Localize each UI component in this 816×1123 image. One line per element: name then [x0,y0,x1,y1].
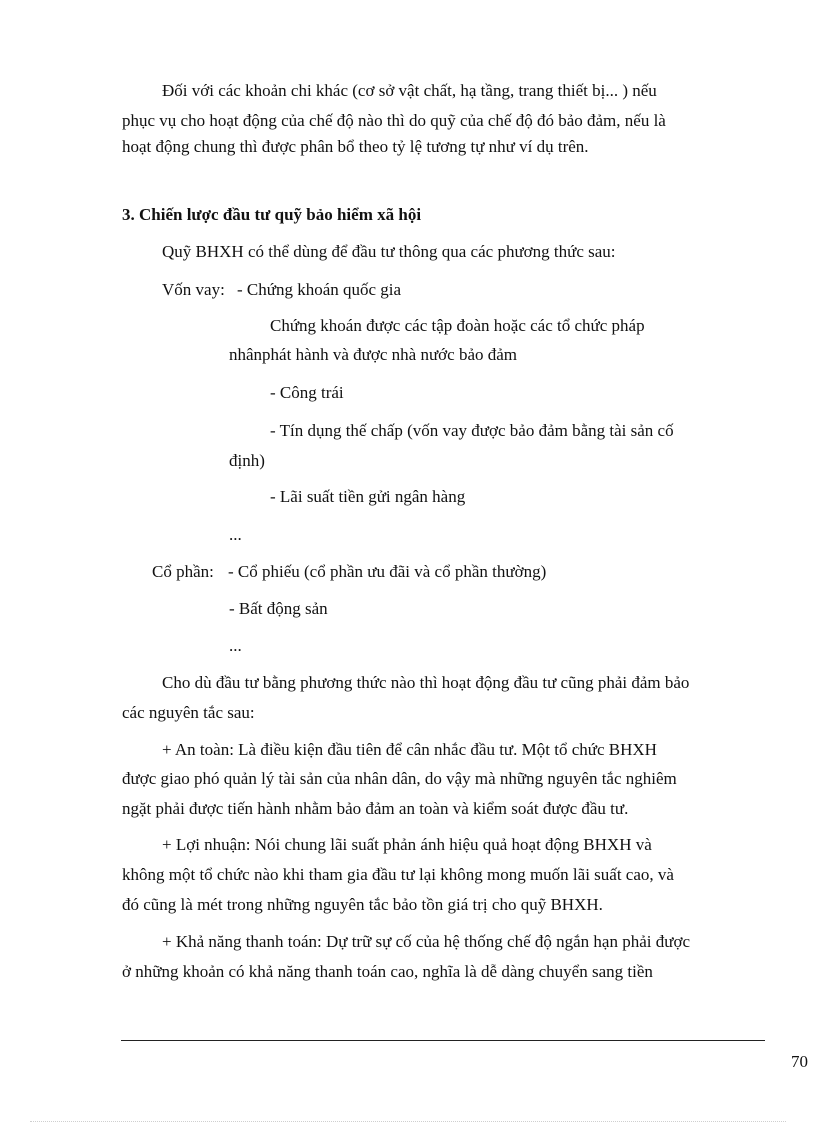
paragraph-line [122,137,589,157]
principles-line-2: các nguyên tắc sau: [122,703,255,722]
safety-line-3: ngặt phải được tiến hành nhằm bảo đảm an toàn và kiểm soát được đầu tư. [122,799,629,818]
text-p1-line2: phục vụ cho hoạt động của chế độ nào thì do quỹ của chế độ đó bảo đảm, nếu là [122,111,666,130]
footer-rule [121,1040,765,1041]
liquidity-line-1: + Khả năng thanh toán: Dự trữ sự cố của hệ thống chế độ ngắn hạn phải được [162,932,690,951]
paragraph-line [162,81,759,101]
principles-line-1: Cho dù đầu tư bằng phương thức nào thì hoạt động đầu tư cũng phải đảm bảo [162,673,690,692]
page-bottom-edge [30,1121,786,1122]
loan-item-2: - Công trái [270,383,344,402]
profit-line-2: không một tổ chức nào khi tham gia đầu tư lại không mong muốn lãi suất cao, và [122,865,674,884]
safety-line-2: được giao phó quản lý tài sản của nhân dân, do vậy mà những nguyên tắc nghiêm [122,769,677,788]
intro-line: Quỹ BHXH có thể dùng để đầu tư thông qua các phương thức sau: [162,242,616,261]
text-p1-line3: hoạt động chung thì được phân bổ theo tỷ lệ tương tự như ví dụ trên. [122,137,589,156]
equity-label: Cổ phần: [152,562,214,581]
text-loan-desc-1: Chứng khoán được các tập đoàn hoặc các tổ chức pháp [270,316,645,335]
loan-item-3-line-1: - Tín dụng thế chấp (vốn vay được bảo đảm bằng tài sản cố [270,421,674,440]
equity-item-1: - Cổ phiếu (cổ phần ưu đãi và cổ phần thường) [228,562,547,581]
loan-desc-line-2: nhânphát hành và được nhà nước bảo đảm [229,345,518,364]
text-p1-line1: Đối với các khoản chi khác (cơ sở vật chất, hạ tầng, trang thiết bị... ) nếu [162,81,657,100]
loan-item-3-line-2: định) [229,451,265,470]
loan-item-4: - Lãi suất tiền gửi ngân hàng [270,487,466,506]
paragraph-line [122,111,759,131]
page-number: 70 [791,1052,808,1071]
equity-item-2: - Bất động sản [229,599,328,618]
profit-line-3: đó cũng là mét trong những nguyên tắc bảo tồn giá trị cho quỹ BHXH. [122,895,603,914]
loan-item-1: - Chứng khoán quốc gia [237,280,402,299]
liquidity-line-2: ở những khoản có khả năng thanh toán cao, nghĩa là dễ dàng chuyển sang tiền [122,962,653,981]
ellipsis-2: ... [229,636,242,655]
profit-line-1: + Lợi nhuận: Nói chung lãi suất phản ánh hiệu quả hoạt động BHXH và [162,835,652,854]
safety-line-1: + An toàn: Là điều kiện đầu tiên để cân nhắc đầu tư. Một tổ chức BHXH [162,740,657,759]
loan-label: Vốn vay: [162,280,225,299]
section-heading: 3. Chiến lược đầu tư quỹ bảo hiểm xã hội [122,205,422,224]
ellipsis-1: ... [229,525,242,544]
loan-desc-line-1 [270,316,759,336]
